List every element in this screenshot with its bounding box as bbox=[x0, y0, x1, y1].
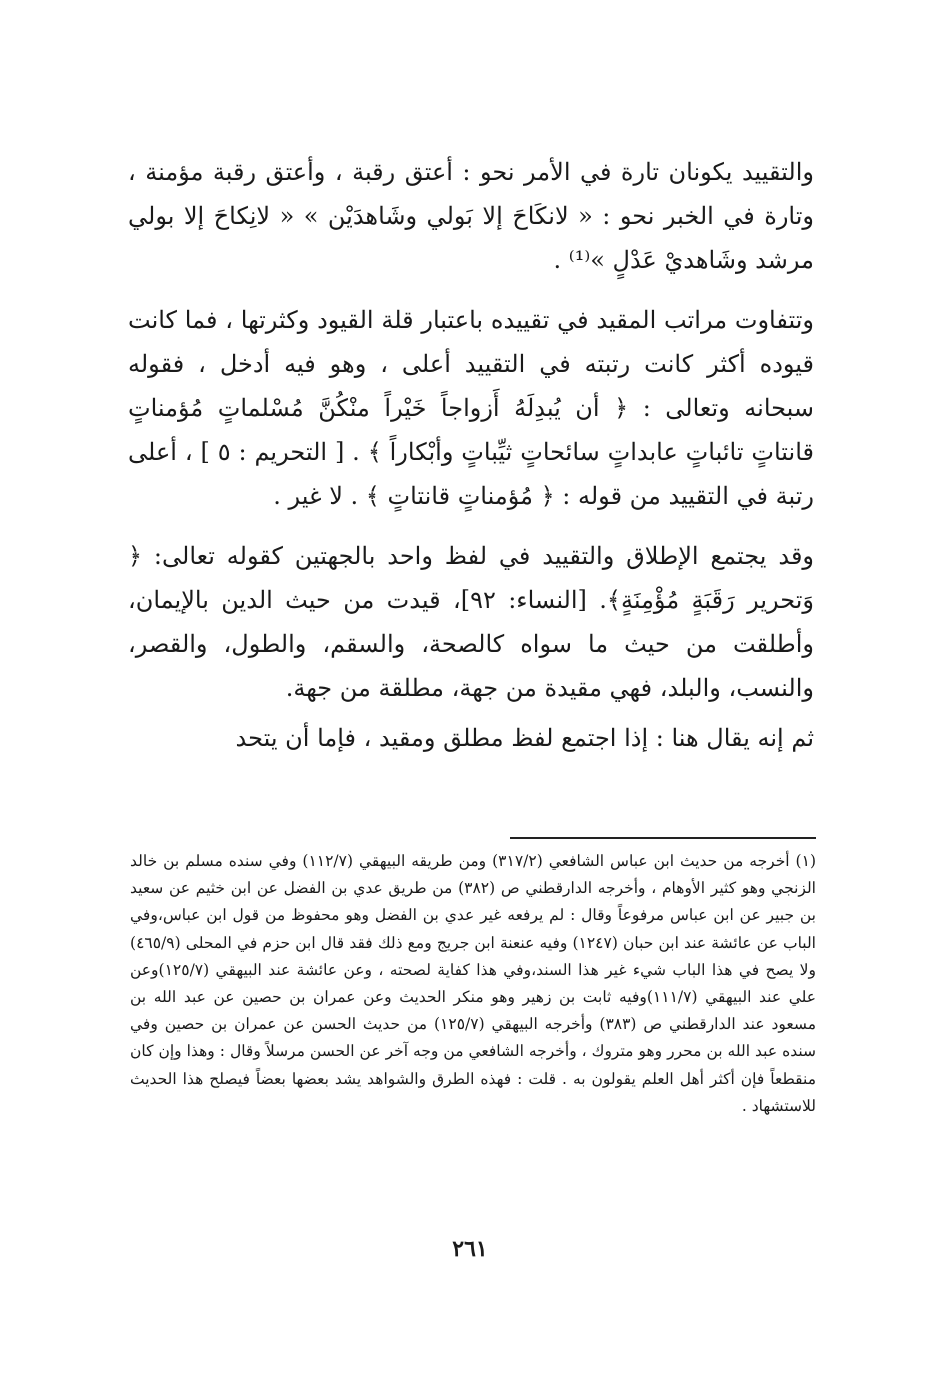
page-number: ٢٦١ bbox=[452, 1236, 488, 1262]
paragraph-4: ثم إنه يقال هنا : إذا اجتمع لفظ مطلق ومقيد ، فإما أن يتحد bbox=[235, 724, 814, 752]
footnote bbox=[130, 848, 816, 1120]
footnote-text: (١) أخرجه من حديث ابن عباس الشافعي (٣١٧/٢) ومن طريقه البيهقي (١١٢/٧) وفي سنده مسلم بن خالد الزنجي وهو كثير الأوهام ، وأخرجه الدارقطني ص (٣٨٢) من طريق عدي بن الفضل عن ابن خثيم عن سعيد بن جبير عن ابن عباس مرفوعاً وقال : لم يرفعه غير عدي بن الفضل وهو محفوظ من قول ابن عباس،وفي الباب عن عائشة عند ابن حبان (١٢٤٧) وفيه عنعنة ابن جريج ومع ذلك فقد قال ابن حزم في المحلى (٤٦٥/٩) ولا يصح في هذا الباب شيء غير هذا السند،وفي هذا كفاية لصحته ، وعن عائشة عند البيهقي (١٢٥/٧)وعن علي عند البيهقي (١١١/٧)وفيه ثابت بن زهير وهو منكر الحديث وعن عمران بن حصين عن عبد الله بن مسعود عند الدارقطني ص (٣٨٣) وأخرجه البيهقي (١٢٥/٧) من حديث الحسن عن عمران بن حصين وفي سنده عبد الله بن محرر وهو متروك ، وأخرجه الشافعي من وجه آخر عن الحسن مرسلاً وقال : وهذا وإن كان منقطعاً فإن أكثر أهل العلم يقولون به . قلت : فهذه الطرق والشواهد يشد بعضها بعضاً فيصلح هذا الحديث للاستشهاد . bbox=[130, 852, 817, 1115]
paragraph-2: وتتفاوت مراتب المقيد في تقييده باعتبار قلة القيود وكثرتها ، فما كانت قيوده أكثر كانت رتبته في التقييد أعلى ، وهو فيه أدخل ، فقوله سبحانه وتعالى : ﴿ أن يُبدِلَهُ أَزواجاً خَيْراً منْكُنَّ مُسْلماتٍ مُؤمناتٍ قانتاتٍ تائباتٍ عابداتٍ سائحاتٍ ثيِّباتٍ وأبْكاراً ﴾ . [ التحريم : ٥ ] ، أعلى رتبة في التقييد من قوله : ﴿ مُؤمناتٍ قانتاتٍ ﴾ . لا غير . bbox=[128, 306, 814, 510]
footnote-separator bbox=[510, 837, 816, 839]
paragraph-3: وقد يجتمع الإطلاق والتقييد في لفظ واحد بالجهتين كقوله تعالى: ﴿ وَتحرير رَقَبَةٍ مُؤْمِنَةٍ﴾. [النساء: ٩٢]، قيدت من حيث الدين بالإيمان، وأطلقت من حيث ما سواه كالصحة، والسقم، والطول، والقصر، والنسب، والبلد، فهي مقيدة من جهة، مطلقة من جهة. bbox=[128, 542, 815, 702]
paragraph-1: والتقييد يكونان تارة في الأمر نحو : أعتق رقبة ، وأعتق رقبة مؤمنة ، وتارة في الخبر نحو : « لانكَاحَ إلا بَولي وشَاهدَيْن » « لانِكاحَ إلا بولي مرشد وشَاهديْ عَدْلٍ »⁽¹⁾ . bbox=[128, 158, 814, 274]
main-text bbox=[128, 150, 814, 760]
